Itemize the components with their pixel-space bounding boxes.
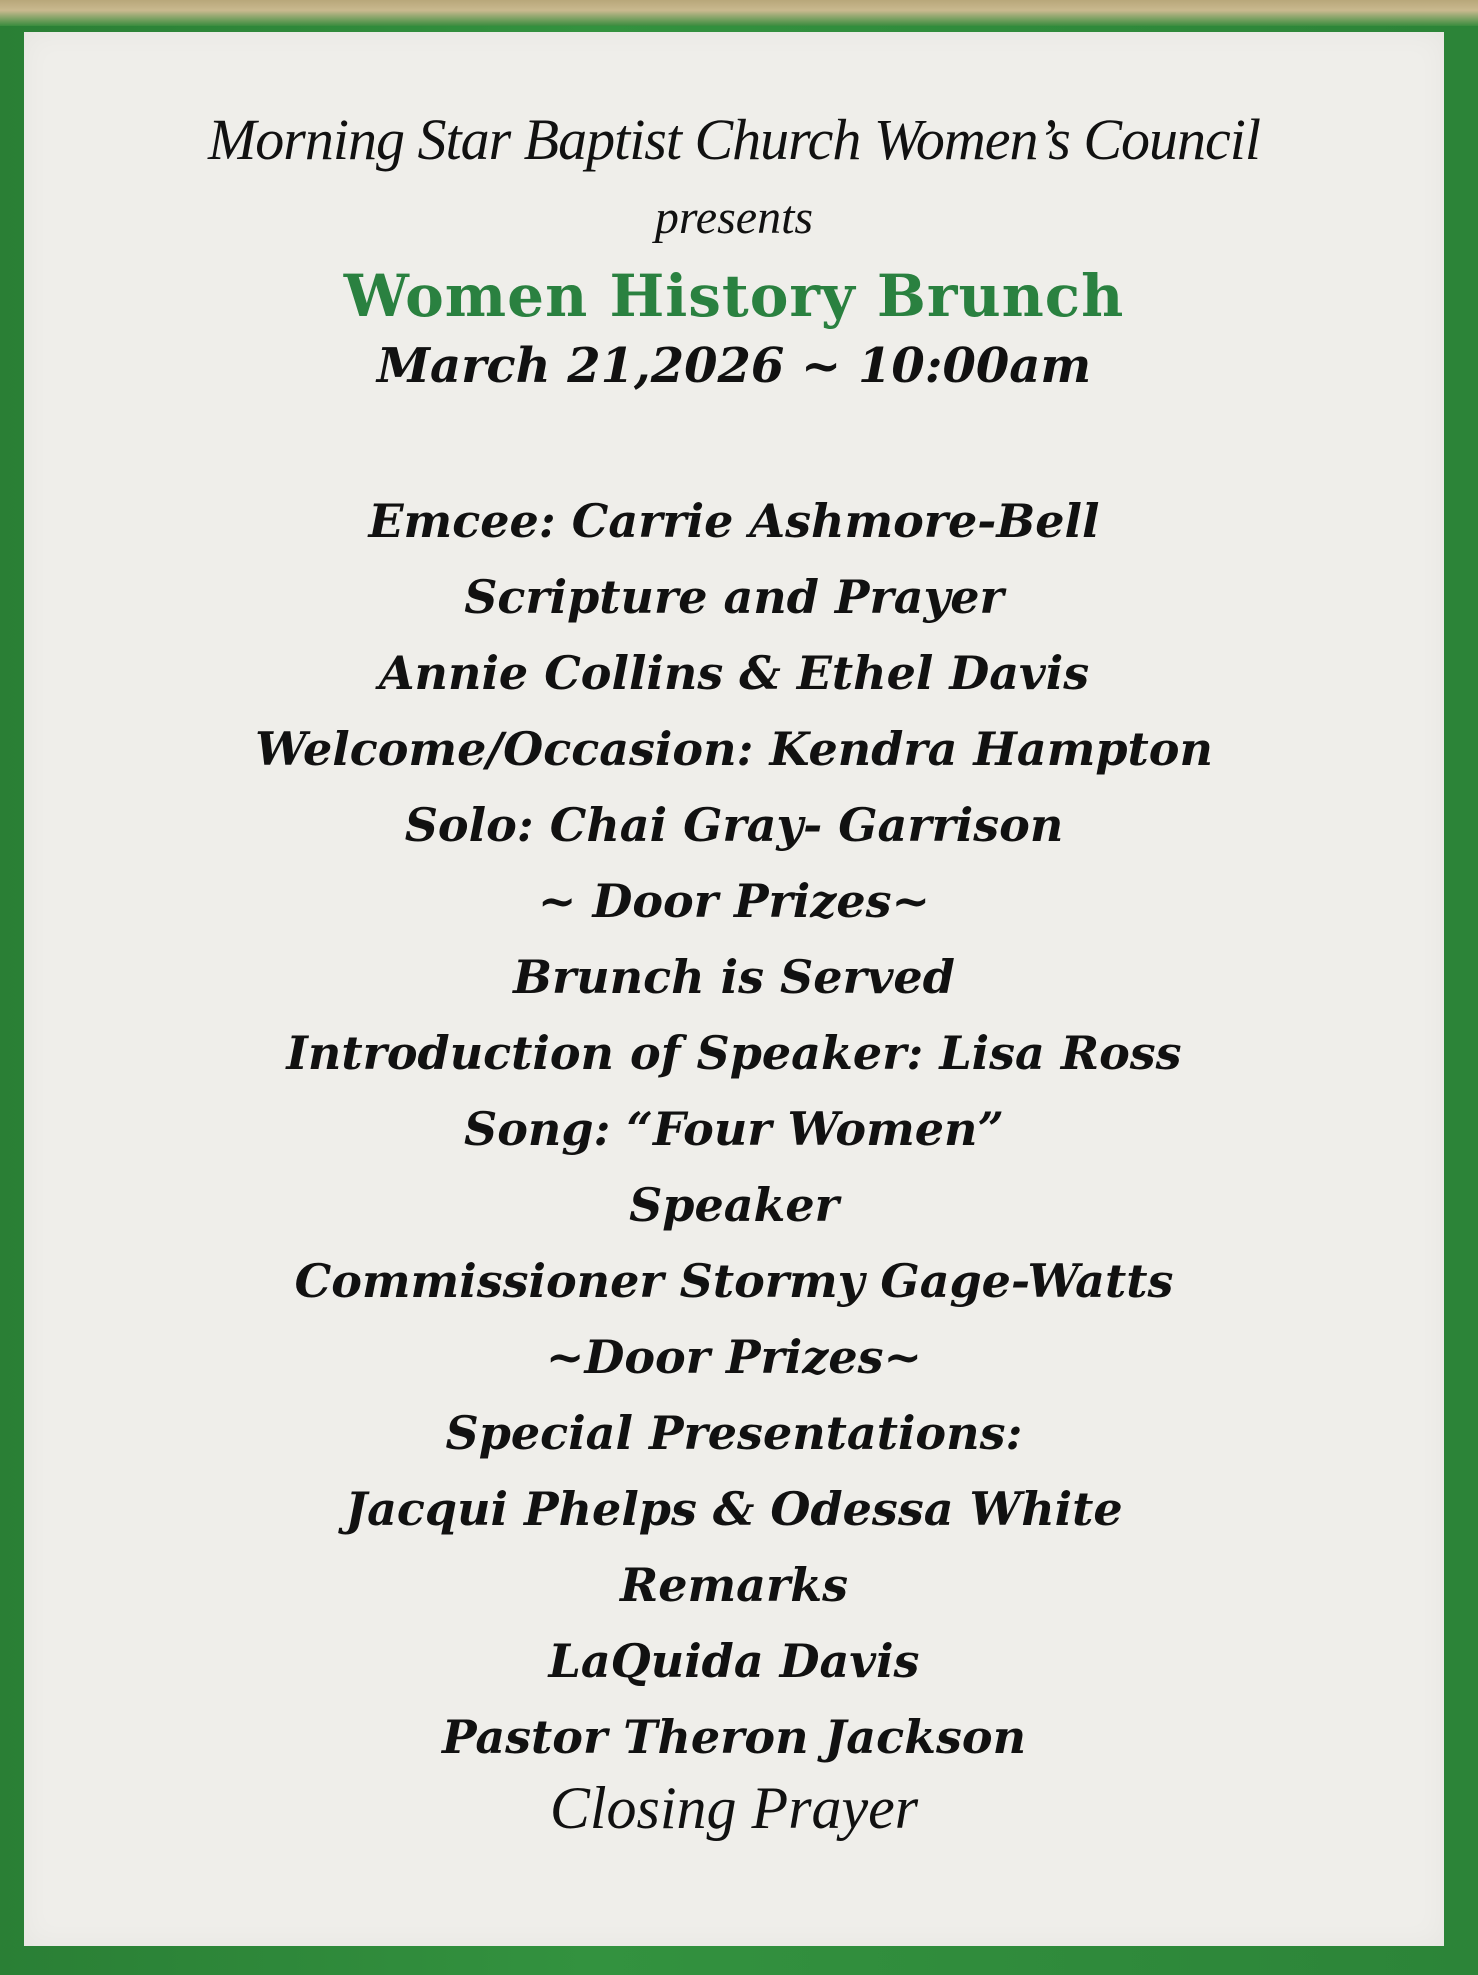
event-title: Women History Brunch (343, 262, 1125, 330)
program-item-speaker-heading: Speaker (629, 1178, 839, 1232)
program-item-remarks-speaker-2: Pastor Theron Jackson (441, 1710, 1027, 1764)
program-item-solo: Solo: Chai Gray- Garrison (404, 798, 1064, 852)
program-item-song: Song: “Four Women” (464, 1102, 1004, 1156)
event-date: March 21,2026 ~ 10:00am (376, 338, 1092, 394)
program-item-remarks-speaker-1: LaQuida Davis (548, 1634, 920, 1688)
program-card (24, 32, 1444, 1946)
program-item-remarks: Remarks (620, 1558, 848, 1612)
closing-prayer: Closing Prayer (549, 1775, 919, 1841)
program-item-door-prizes-2: ~Door Prizes~ (545, 1330, 923, 1384)
presents-text: presents (654, 191, 814, 244)
program-item-door-prizes: ~ Door Prizes~ (537, 874, 931, 928)
program-item-scripture-readers: Annie Collins & Ethel Davis (378, 646, 1090, 700)
program-item-scripture: Scripture and Prayer (464, 570, 1004, 624)
program-item-presenters: Jacqui Phelps & Odessa White (345, 1482, 1123, 1536)
program-item-introduction: Introduction of Speaker: Lisa Ross (286, 1026, 1182, 1080)
program-item-brunch: Brunch is Served (513, 950, 955, 1004)
program-item-speaker-name: Commissioner Stormy Gage-Watts (294, 1254, 1174, 1308)
top-edge-strip (0, 0, 1478, 26)
organization-title: Morning Star Baptist Church Women’s Council (207, 107, 1261, 172)
program-item-welcome: Welcome/Occasion: Kendra Hampton (255, 722, 1213, 776)
program-item-special-presentations: Special Presentations: (445, 1406, 1023, 1460)
program-item-emcee: Emcee: Carrie Ashmore-Bell (368, 494, 1100, 548)
